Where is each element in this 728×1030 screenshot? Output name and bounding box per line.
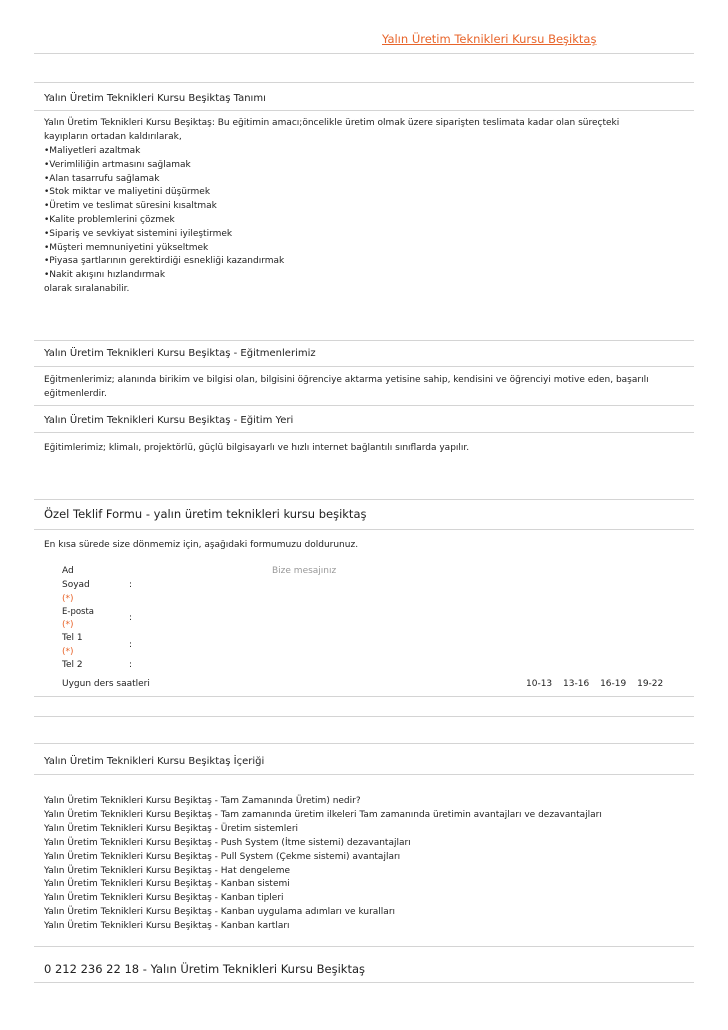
divider [34, 696, 694, 697]
hours-option-16-19[interactable]: 16-19 [600, 679, 627, 689]
list-item: Yalın Üretim Teknikleri Kursu Beşiktaş - Kanban uygulama adımları ve kuralları [44, 907, 396, 918]
surname-input[interactable]: : [129, 580, 133, 590]
section-definition-intro [44, 117, 674, 144]
content-list [44, 795, 602, 934]
form-subtitle: En kısa sürede size dönmemiz için, aşağıdaki formumuzu doldurunuz. [44, 540, 359, 550]
list-item: •Sipariş ve sevkiyat sistemini iyileştirmek [44, 228, 233, 239]
divider [34, 499, 694, 500]
list-item: •Nakit akışını hızlandırmak [44, 270, 166, 281]
message-field-label[interactable]: Bize mesajınız [272, 566, 337, 576]
list-item: •Alan tasarrufu sağlamak [44, 173, 160, 184]
list-item: Yalın Üretim Teknikleri Kursu Beşiktaş - Kanban kartları [44, 921, 290, 932]
footer-contact: 0 212 236 22 18 - Yalın Üretim Teknikleri Kursu Beşiktaş [44, 962, 365, 976]
name-field-label: Ad [62, 566, 74, 576]
divider [34, 774, 694, 775]
intro-line: kayıpların ortadan kaldırılarak, [44, 131, 182, 142]
divider [34, 82, 694, 83]
tel1-input[interactable]: : [129, 640, 133, 650]
divider [34, 716, 694, 717]
required-mark: (*) [62, 620, 74, 630]
divider [34, 366, 694, 367]
divider [34, 743, 694, 744]
divider [34, 340, 694, 341]
list-item: •Kalite problemlerini çözmek [44, 214, 175, 225]
list-item: •Üretim ve teslimat süresini kısaltmak [44, 201, 217, 212]
divider [34, 982, 694, 983]
list-item: Yalın Üretim Teknikleri Kursu Beşiktaş - Tam Zamanında Üretim) nedir? [44, 796, 361, 806]
list-item: Yalın Üretim Teknikleri Kursu Beşiktaş - Kanban tipleri [44, 893, 284, 904]
section-location-text: Eğitimlerimiz; klimalı, projektörlü, güçlü bilgisayarlı ve hızlı internet bağlantılı sınıflarda yapılır. [44, 443, 470, 453]
section-instructors-title: Yalın Üretim Teknikleri Kursu Beşiktaş - Eğitmenlerimiz [44, 348, 316, 359]
email-input[interactable]: : [129, 613, 133, 623]
hours-label: Uygun ders saatleri [62, 679, 150, 689]
list-item: Yalın Üretim Teknikleri Kursu Beşiktaş - Push System (İtme sistemi) dezavantajları [44, 837, 411, 848]
section-location-title: Yalın Üretim Teknikleri Kursu Beşiktaş - Eğitim Yeri [44, 415, 294, 426]
header-course-link[interactable]: Yalın Üretim Teknikleri Kursu Beşiktaş [382, 32, 597, 46]
tel2-field-label: Tel 2 [62, 660, 83, 670]
list-item: Yalın Üretim Teknikleri Kursu Beşiktaş - Kanban sistemi [44, 879, 290, 890]
divider [34, 529, 694, 530]
intro-line: Yalın Üretim Teknikleri Kursu Beşiktaş: Bu eğitimin amacı;öncelikle üretim olmak üzere siparişten teslimata kadar olan süreçteki [44, 118, 620, 128]
hours-option-19-22[interactable]: 19-22 [637, 679, 664, 689]
hours-option-13-16[interactable]: 13-16 [563, 679, 590, 689]
required-mark: (*) [62, 594, 74, 604]
paragraph-line: eğitmenlerdir. [44, 388, 107, 399]
list-item: •Müşteri memnuniyetini yükseltmek [44, 242, 209, 253]
list-item: Yalın Üretim Teknikleri Kursu Beşiktaş - Tam zamanında üretim ilkeleri Tam zamanında üretimin avantajları ve dezavantajları [44, 809, 602, 820]
tel2-input[interactable]: : [129, 660, 133, 670]
divider [34, 405, 694, 406]
section-definition-title: Yalın Üretim Teknikleri Kursu Beşiktaş Tanımı [44, 93, 266, 104]
email-field-label: E-posta [62, 607, 95, 617]
list-item: Yalın Üretim Teknikleri Kursu Beşiktaş - Hat dengeleme [44, 865, 291, 876]
list-item: Yalın Üretim Teknikleri Kursu Beşiktaş - Pull System (Çekme sistemi) avantajları [44, 851, 401, 862]
form-title: Özel Teklif Formu - yalın üretim teknikleri kursu beşiktaş [44, 507, 367, 521]
hours-options [518, 678, 663, 690]
list-item: •Piyasa şartlarının gerektirdiği esnekliği kazandırmak [44, 256, 285, 267]
list-item: Yalın Üretim Teknikleri Kursu Beşiktaş - Üretim sistemleri [44, 823, 299, 834]
paragraph-line: Eğitmenlerimiz; alanında birikim ve bilgisi olan, bilgisini öğrenciye aktarma yetisine sahip, kendisini ve öğrenciyi motive eden, başarılı [44, 375, 649, 385]
section-content-title: Yalın Üretim Teknikleri Kursu Beşiktaş İçeriği [44, 756, 265, 767]
divider [34, 432, 694, 433]
required-mark: (*) [62, 647, 74, 657]
list-item: •Verimliliğin artmasını sağlamak [44, 159, 191, 170]
list-item: •Stok miktar ve maliyetini düşürmek [44, 187, 211, 198]
hours-option-10-13[interactable]: 10-13 [526, 679, 553, 689]
divider [34, 53, 694, 54]
divider [34, 110, 694, 111]
section-instructors-text [44, 374, 674, 401]
divider [34, 946, 694, 947]
surname-field-label: Soyad [62, 580, 90, 590]
tel1-field-label: Tel 1 [62, 633, 83, 643]
benefits-list [44, 145, 284, 297]
list-item: •Maliyetleri azaltmak [44, 146, 141, 156]
list-item: olarak sıralanabilir. [44, 283, 130, 294]
